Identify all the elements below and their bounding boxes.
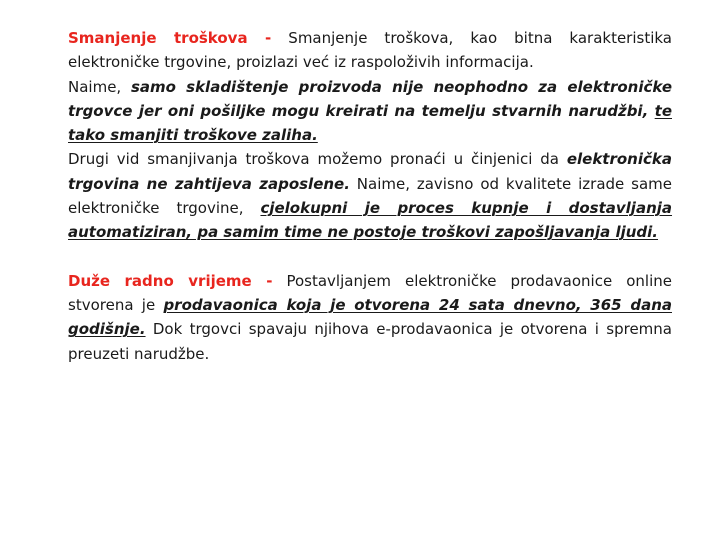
cost-reduction-intro-text: Smanjenje troškova, kao bitna karakteristika elektroničke trgovine, proizlazi već iz raspoloživih informacija. [68,29,672,72]
paragraph-storage [68,75,672,148]
paragraph-cost-reduction-intro [68,26,672,75]
no-employees-text-2: Naime, zavisno od kvalitete izrade same elektroničke trgovine, [68,174,672,218]
paragraph-gap [68,245,672,269]
slide-body [68,26,672,366]
storage-lead-text: Naime, [68,77,131,96]
no-employees-text-1: Drugi vid smanjivanja troškova možemo pronaći u činjenici da [68,150,567,169]
paragraph-no-employees [68,147,672,244]
storage-underlined-text: te tako smanjiti troškove zaliha. [68,101,672,145]
no-employees-underlined-text: cjelokupni je proces kupnje i dostavljanja automatiziran, pa samim time ne postoje troškovi zapošljavanja ljudi. [68,199,673,242]
storage-bold-text: samo skladištenje proizvoda nije neophodno za elektroničke trgovce jer oni pošiljke mogu kreirati na temelju stvarnih narudžbi, [68,77,672,120]
heading-cost-reduction: Smanjenje troškova - [68,29,272,47]
longer-hours-underlined-text: prodavaonica koja je otvorena 24 sata dnevno, 365 dana godišnje. [68,295,672,339]
longer-hours-text-2: Dok trgovci spavaju njihova e-prodavaonica je otvorena i spremna preuzeti narudžbe. [68,320,672,363]
no-employees-bold-text: elektronička trgovina ne zahtijeva zaposlene. [68,150,672,193]
heading-longer-hours: Duže radno vrijeme - [68,271,273,290]
longer-hours-text-1: Postavljanjem elektroničke prodavaonice online stvorena je [68,271,672,314]
paragraph-longer-hours [68,269,672,366]
